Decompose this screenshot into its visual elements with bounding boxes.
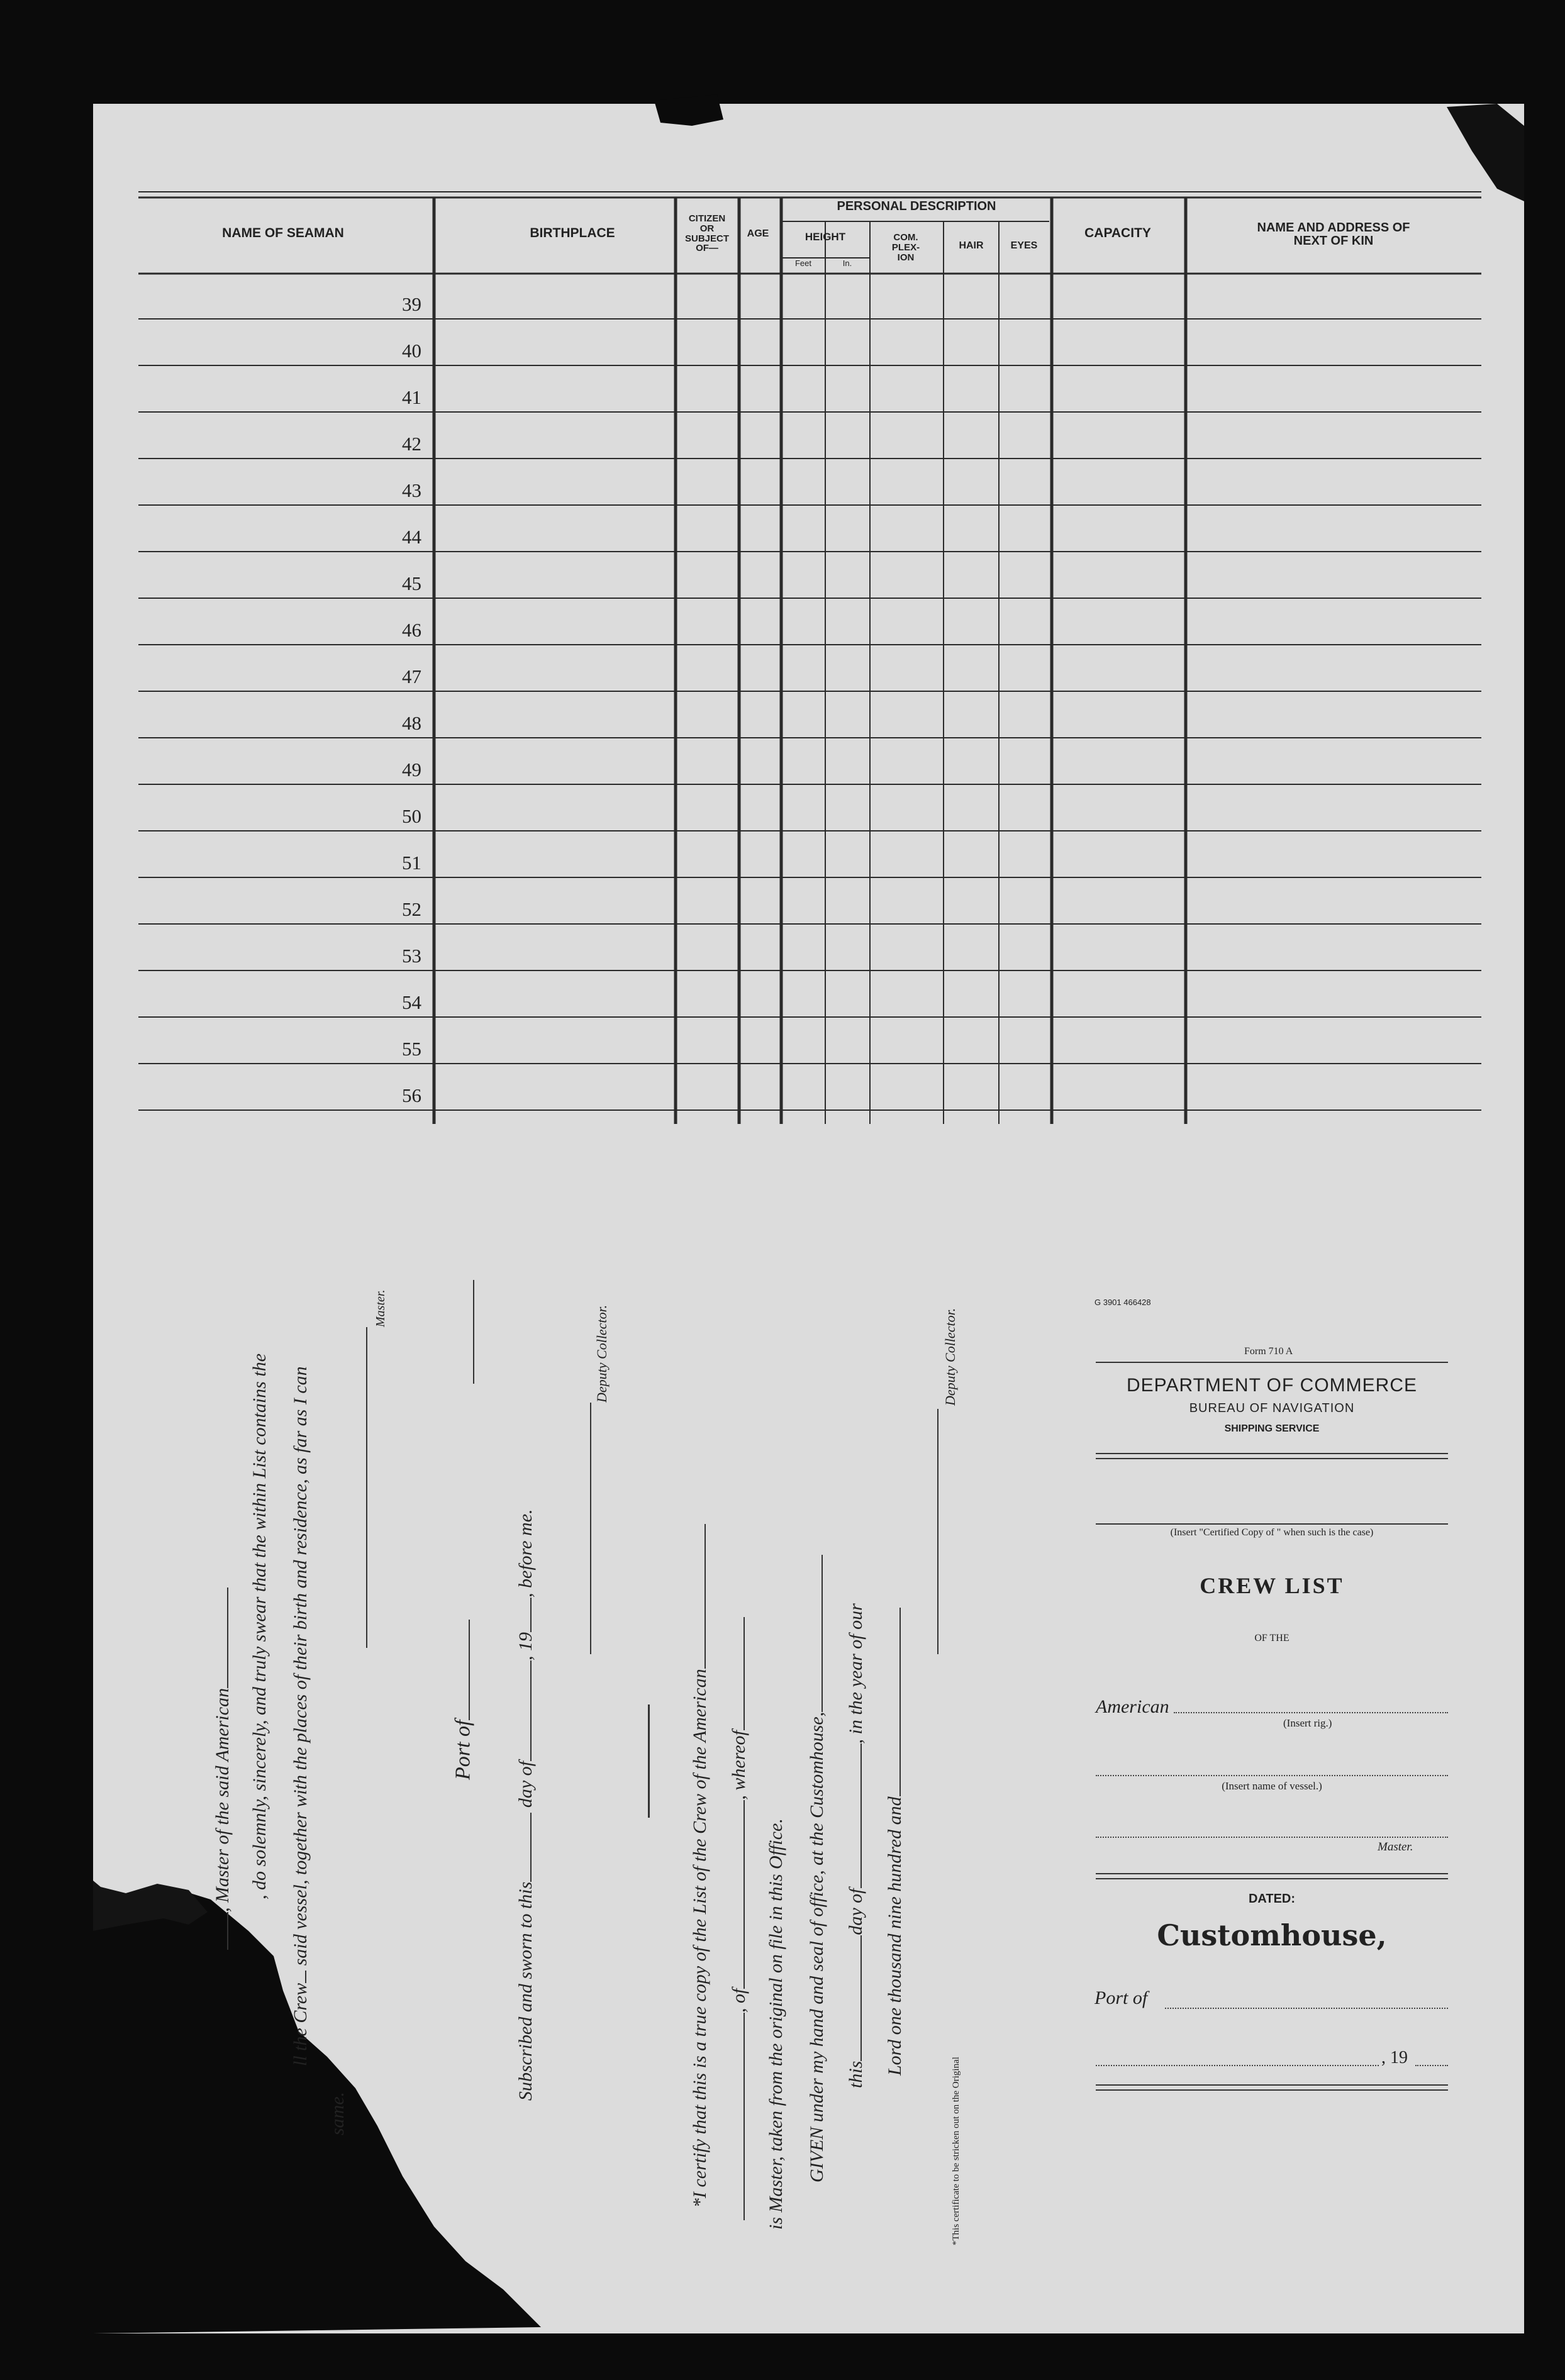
cover-double-rule-1a xyxy=(1096,1453,1448,1454)
row-number: 44 xyxy=(402,526,421,548)
row-number: 41 xyxy=(402,386,421,408)
master-line xyxy=(1096,1837,1448,1838)
of-the: OF THE xyxy=(1254,1633,1289,1643)
cover-double-rule-2b xyxy=(1096,1878,1448,1879)
port-of-cover-line xyxy=(1165,2008,1448,2009)
date-line xyxy=(1096,2065,1379,2066)
header-birthplace: BIRTHPLACE xyxy=(530,226,615,240)
header-citizen: CITIZEN OR SUBJECT OF— xyxy=(684,213,729,254)
customhouse-title: Customhouse, xyxy=(1157,1918,1387,1952)
department-title: DEPARTMENT OF COMMERCE xyxy=(1126,1375,1418,1396)
row-number: 51 xyxy=(402,852,421,874)
port-of-oath: Port of xyxy=(449,1620,476,1780)
row-number: 55 xyxy=(402,1038,421,1060)
certificate-line-3: is Master, taken from the original on file in this Office. xyxy=(766,1818,786,2230)
row-number: 42 xyxy=(402,433,421,455)
dated-label: DATED: xyxy=(1248,1892,1296,1906)
print-code: G 3901 466428 xyxy=(1094,1298,1151,1307)
cover-double-rule-2a xyxy=(1096,1873,1448,1874)
crew-list-title: CREW LIST xyxy=(1200,1573,1344,1598)
master-signature-line xyxy=(366,1327,367,1648)
header-inches: In. xyxy=(842,259,852,268)
header-next-of-kin: NAME AND ADDRESS OF NEXT OF KIN xyxy=(1257,221,1410,248)
header-complexion: COM. PLEX- ION xyxy=(891,232,920,263)
oath-line-1: , Master of the said American xyxy=(210,1588,233,1950)
bureau-title: BUREAU OF NAVIGATION xyxy=(1189,1401,1355,1415)
form-number: Form 710 A xyxy=(1244,1346,1293,1357)
certificate-line-6: Lord one thousand nine hundred and xyxy=(883,1608,906,2076)
row-number: 56 xyxy=(402,1084,421,1106)
deputy-collector-label-1: Deputy Collector. xyxy=(594,1304,610,1403)
insert-rig-note: (Insert rig.) xyxy=(1283,1717,1332,1729)
vessel-name-line xyxy=(1096,1775,1448,1776)
header-hair: HAIR xyxy=(959,240,984,251)
master-cover-label: Master. xyxy=(1378,1840,1413,1854)
deputy-collector-label-2: Deputy Collector. xyxy=(942,1308,958,1406)
master-label: Master. xyxy=(374,1289,387,1327)
header-capacity: CAPACITY xyxy=(1084,226,1151,240)
row-number: 53 xyxy=(402,945,421,967)
insert-certified-note: (Insert "Certified Copy of " when such is the case) xyxy=(1170,1527,1374,1538)
oath-line-4: same. xyxy=(327,2091,348,2135)
insert-vessel-note: (Insert name of vessel.) xyxy=(1222,1780,1322,1792)
oath-line-2: , do solemnly, sincerely, and truly swear that the within List contains the xyxy=(249,1353,270,1899)
row-number: 40 xyxy=(402,340,421,362)
form-rule xyxy=(1096,1362,1448,1363)
row-number: 45 xyxy=(402,572,421,594)
row-number: 43 xyxy=(402,479,421,501)
certified-copy-line xyxy=(1096,1523,1448,1525)
cover-double-rule-3a xyxy=(1096,2084,1448,2086)
header-personal-description: PERSONAL DESCRIPTION xyxy=(837,199,996,213)
row-number: 49 xyxy=(402,759,421,781)
port-of-oath-line xyxy=(473,1280,474,1384)
certificate-line-2: , of, whereof xyxy=(727,1617,750,2220)
oath-line-3: ll the Crew said vessel, together with the places of their birth and residence, as far as I can xyxy=(288,1366,311,2066)
rig-line xyxy=(1174,1712,1448,1713)
header-age: AGE xyxy=(747,228,769,239)
row-number: 50 xyxy=(402,805,421,827)
row-number: 54 xyxy=(402,991,421,1013)
deputy-collector-line-2 xyxy=(937,1409,938,1654)
header-eyes: EYES xyxy=(1010,240,1038,251)
certificate-line-1: *I certify that this is a true copy of the List of the Crew of the American xyxy=(688,1524,711,2208)
row-number: 52 xyxy=(402,898,421,920)
certificate-footnote: *This certificate to be stricken out on the Original xyxy=(951,2057,961,2245)
row-number: 47 xyxy=(402,665,421,687)
row-number: 46 xyxy=(402,619,421,641)
certificate-line-4: GIVEN under my hand and seal of office, at the Customhouse, xyxy=(805,1555,828,2183)
cover-double-rule-1b xyxy=(1096,1458,1448,1459)
american-label: American xyxy=(1096,1696,1169,1717)
header-feet: Feet xyxy=(794,259,811,268)
divider-line xyxy=(648,1704,650,1818)
row-number: 48 xyxy=(402,712,421,734)
year-line xyxy=(1415,2065,1448,2066)
row-number: 39 xyxy=(402,293,421,315)
header-height: HEIGHT xyxy=(805,231,846,243)
year-label: , 19 xyxy=(1381,2048,1408,2067)
cover-double-rule-3b xyxy=(1096,2089,1448,2091)
certificate-line-5: thisday of, in the year of our xyxy=(844,1603,867,2088)
subscribed-line: Subscribed and sworn to this day of, 19, before me. xyxy=(513,1509,537,2101)
deputy-collector-line-1 xyxy=(590,1403,591,1654)
service-title: SHIPPING SERVICE xyxy=(1224,1423,1320,1434)
port-of-cover-label: Port of xyxy=(1094,1988,1148,2008)
header-name-of-seaman: NAME OF SEAMAN xyxy=(222,226,344,240)
crew-table-grid xyxy=(0,0,1565,1132)
